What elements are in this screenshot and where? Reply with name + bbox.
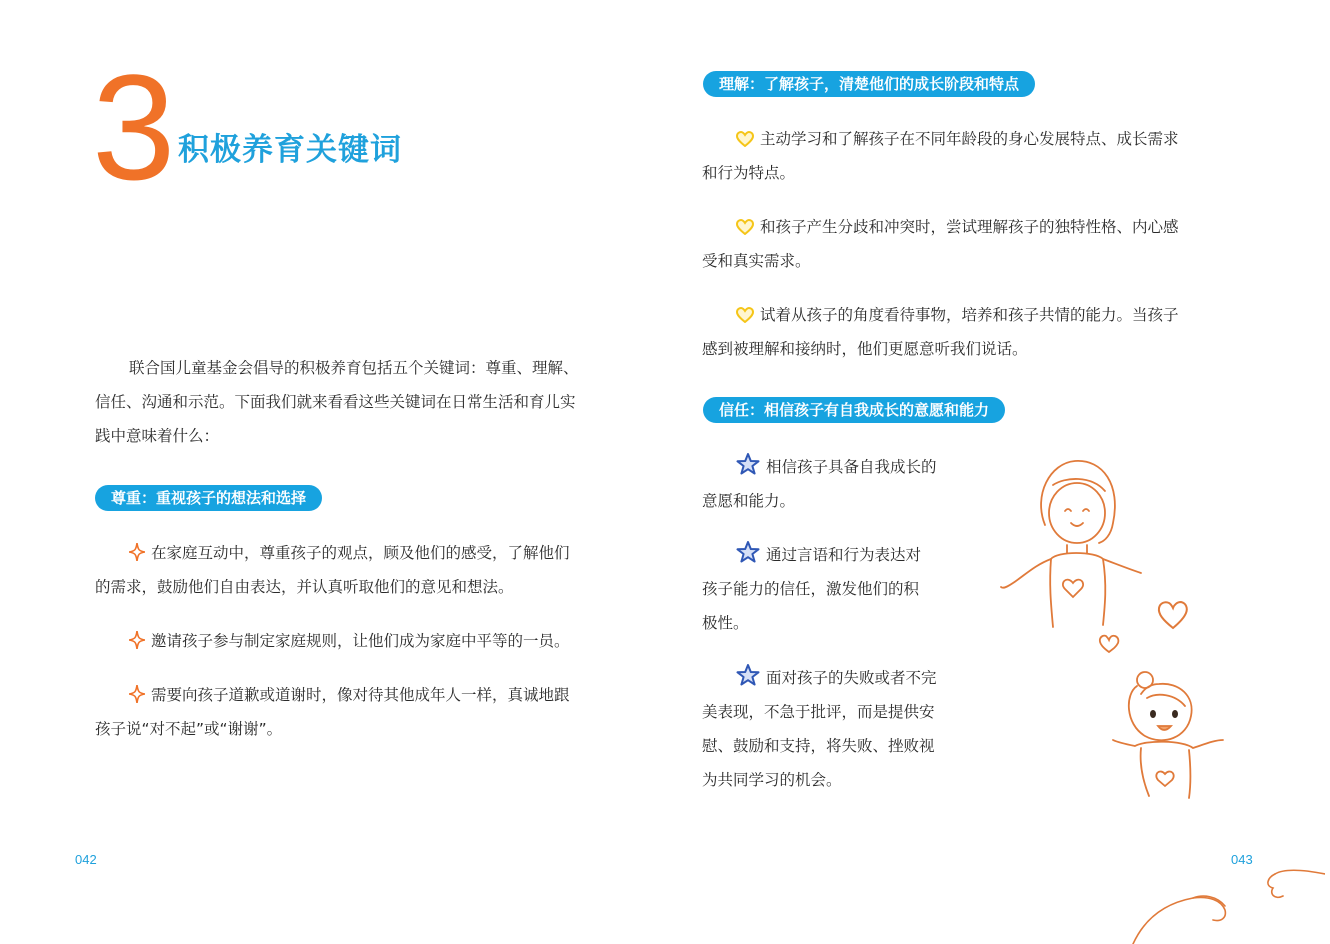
page-number-left: 042	[75, 852, 97, 867]
sparkle-icon	[129, 631, 145, 649]
hands-illustration	[1125, 860, 1325, 944]
page-number-right: 043	[1231, 852, 1253, 867]
star-icon	[736, 541, 760, 563]
trust-heading: 信任：相信孩子有自我成长的意愿和能力	[703, 397, 1005, 423]
heart-icon	[736, 219, 754, 235]
heart-doodle	[1155, 598, 1191, 632]
respect-item: 邀请孩子参与制定家庭规则，让他们成为家庭中平等的一员。	[95, 624, 655, 658]
understand-heading: 理解：了解孩子，清楚他们的成长阶段和特点	[703, 71, 1035, 97]
intro-paragraph	[95, 351, 655, 453]
intro-line: 联合国儿童基金会倡导的积极养育包括五个关键词：尊重、理解、	[129, 359, 579, 377]
understand-item: 试着从孩子的角度看待事物，培养和孩子共情的能力。当孩子 感到被理解和接纳时，他们更愿意听我们说话。	[702, 306, 1179, 358]
trust-item: 面对孩子的失败或者不完 美表现，不急于批评，而是提供安 慰、鼓励和支持，将失败、挫败视 为共同学习的机会。	[702, 661, 977, 797]
chapter-title: 积极养育关键词	[178, 132, 402, 168]
respect-item: 需要向孩子道歉或道谢时，像对待其他成年人一样，真诚地跟 孩子说“对不起”或“谢谢”。	[95, 686, 570, 738]
heart-icon	[736, 131, 754, 147]
sparkle-icon	[129, 685, 145, 703]
intro-line: 践中意味着什么：	[95, 427, 220, 445]
child-illustration	[1105, 668, 1235, 803]
trust-item: 相信孩子具备自我成长的 意愿和能力。	[702, 450, 977, 518]
sparkle-icon	[129, 543, 145, 561]
understand-item: 主动学习和了解孩子在不同年龄段的身心发展特点、成长需求 和行为特点。	[702, 130, 1179, 182]
heart-doodle	[1097, 632, 1121, 654]
intro-line: 信任、沟通和示范。下面我们就来看看这些关键词在日常生活和育儿实	[95, 393, 576, 411]
respect-item: 在家庭互动中，尊重孩子的观点，顾及他们的感受，了解他们 的需求，鼓励他们自由表达，并认真听取他们的意见和想法。	[95, 544, 570, 596]
star-icon	[736, 664, 760, 686]
understand-item: 和孩子产生分歧和冲突时，尝试理解孩子的独特性格、内心感 受和真实需求。	[702, 218, 1179, 270]
heart-icon	[736, 307, 754, 323]
chapter-number: 3	[92, 43, 176, 211]
star-icon	[736, 453, 760, 475]
right-page	[665, 0, 1330, 944]
trust-item: 通过言语和行为表达对 孩子能力的信任，激发他们的积 极性。	[702, 538, 977, 640]
respect-heading: 尊重：重视孩子的想法和选择	[95, 485, 322, 511]
